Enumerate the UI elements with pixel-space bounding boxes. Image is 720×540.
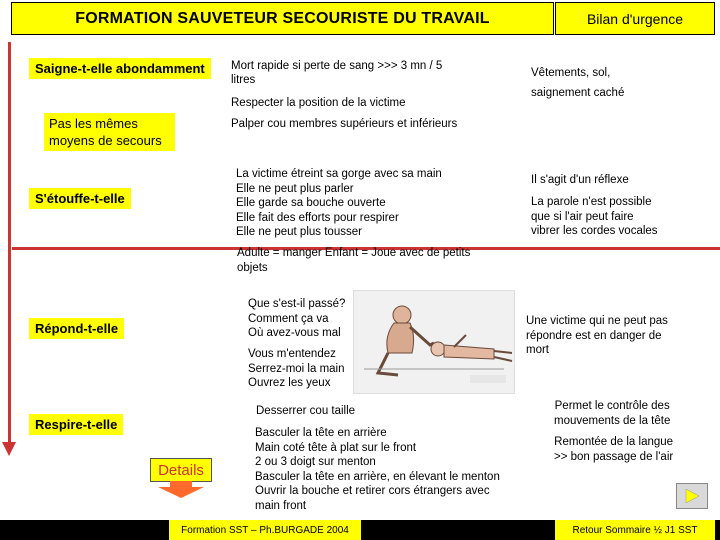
etouffe-parole-line: La parole n'est possible (531, 196, 652, 208)
respire-step: main front (255, 499, 307, 512)
repond-danger (526, 314, 668, 358)
rescuer-victim-icon (354, 291, 514, 393)
note-line-1: Pas les mêmes (49, 116, 138, 131)
etouffe-sign: Elle ne peut plus parler (236, 182, 354, 195)
repond-question-line: Où avez-vous mal (248, 327, 341, 339)
repond-order-line: Vous m'entendez (248, 348, 336, 360)
page-title: FORMATION SAUVETEUR SECOURISTE DU TRAVAIL (11, 2, 554, 35)
etouffe-sign: Elle fait des efforts pour respirer (236, 211, 399, 224)
victim-illustration (353, 290, 515, 394)
respire-step: Ouvrir la bouche et retirer cors étrangers avec (255, 485, 490, 497)
down-arrow-icon (158, 481, 204, 498)
saigne-text-2: litres (231, 74, 256, 86)
respire-langue-line: Remontée de la langue (554, 436, 674, 448)
note-box (44, 113, 175, 151)
repond-danger-line: répondre est en danger de (526, 329, 662, 342)
etouffe-signs (236, 167, 442, 240)
question-etouffe: S'étouffe-t-elle (29, 188, 131, 209)
etouffe-adulte (237, 246, 470, 275)
repond-questions (248, 297, 345, 341)
timeline-arrow-icon (2, 442, 16, 456)
question-repond: Répond-t-elle (29, 318, 124, 339)
etouffe-sign: Elle ne peut plus tousser (236, 226, 362, 238)
repond-question-line: Que s'est-il passé? (248, 298, 346, 310)
etouffe-adulte-line: objets (237, 261, 268, 274)
saigne-position: Respecter la position de la victime (231, 97, 406, 109)
etouffe-parole-line: que si l'air peut faire (531, 210, 634, 223)
timeline-line (8, 42, 11, 442)
repond-order-line: Ouvrez les yeux (248, 377, 331, 389)
respire-step: Basculer la tête en arrière (255, 427, 387, 439)
etouffe-parole (531, 195, 658, 239)
repond-order-line: Serrez-moi la main (248, 362, 345, 375)
saigne-palper: Palper cou membres supérieurs et inférieurs (231, 118, 458, 130)
note-line-2: moyens de secours (49, 133, 162, 148)
respire-langue-line: >> bon passage de l'air (554, 450, 674, 463)
repond-orders (248, 347, 345, 391)
bilan-urgence-header: Bilan d'urgence (555, 2, 715, 35)
respire-step: Basculer la tête en arrière, en élevant le menton (255, 470, 500, 483)
respire-controle-line: mouvements de la tête (554, 414, 671, 427)
etouffe-parole-line: vibrer les cordes vocales (531, 225, 658, 237)
saigne-right-2: saignement caché (531, 87, 625, 99)
question-saigne: Saigne-t-elle abondamment (29, 58, 211, 79)
footer-credit: Formation SST – Ph.BURGADE 2004 (169, 520, 361, 540)
etouffe-reflexe: Il s'agit d'un réflexe (531, 174, 629, 186)
respire-step: 2 ou 3 doigt sur menton (255, 456, 376, 468)
question-respire: Respire-t-elle (29, 414, 123, 435)
respire-step: Main coté tête à plat sur le front (255, 441, 417, 454)
etouffe-adulte-line: Adulte = manger Enfant = Joue avec de petits (237, 247, 471, 259)
repond-danger-line: Une victime qui ne peut pas (526, 315, 668, 327)
saigne-text-1: Mort rapide si perte de sang >>> 3 mn / 5 (231, 60, 443, 72)
saigne-right-1: Vêtements, sol, (531, 67, 611, 79)
return-summary-link[interactable]: Retour Sommaire ½ J1 SST (555, 520, 715, 540)
play-triangle-icon (683, 487, 701, 505)
respire-controle-line: Permet le contrôle des (554, 400, 670, 412)
respire-langue (554, 435, 673, 464)
next-slide-button[interactable] (676, 483, 708, 509)
respire-steps (255, 426, 500, 513)
etouffe-sign: La victime étreint sa gorge avec sa main (236, 168, 442, 180)
etouffe-sign: Elle garde sa bouche ouverte (236, 197, 386, 209)
details-button[interactable]: Details (150, 458, 212, 482)
repond-question-line: Comment ça va (248, 312, 329, 325)
respire-taille: Desserrer cou taille (256, 405, 356, 417)
respire-controle (554, 399, 670, 428)
repond-danger-line: mort (526, 344, 549, 356)
